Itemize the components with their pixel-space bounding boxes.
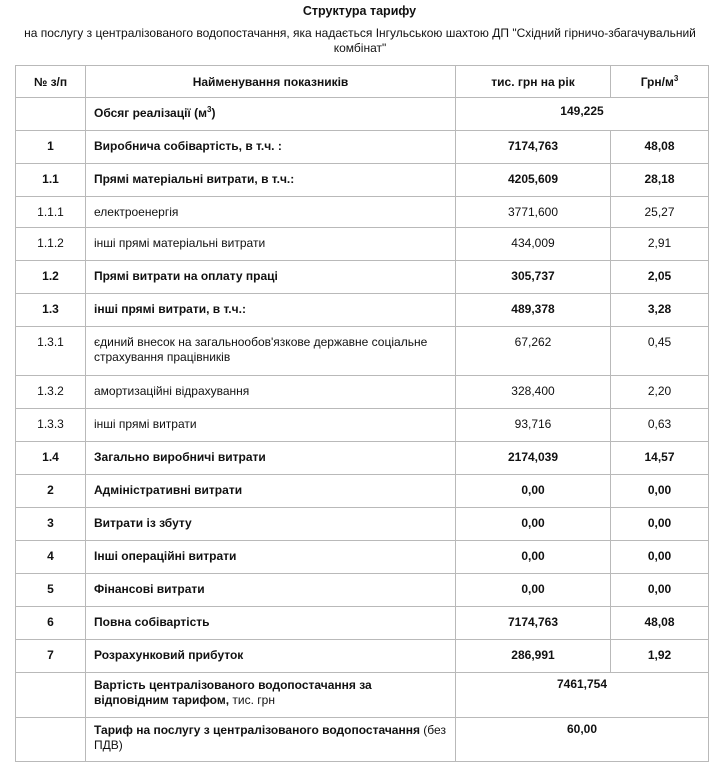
header-unit-base: Грн/м (640, 74, 674, 89)
header-name: Найменування показників (86, 66, 456, 98)
row-name: Загально виробничі витрати (86, 442, 456, 475)
row-uah-per-m3: 0,00 (611, 508, 709, 541)
row-num: 1.3.1 (16, 327, 86, 376)
row-thousand-uah: 305,737 (456, 261, 611, 294)
row-name: Адміністративні витрати (86, 475, 456, 508)
row-thousand-uah: 0,00 (456, 574, 611, 607)
row-name: Розрахунковий прибуток (86, 640, 456, 673)
row-num: 1.3 (16, 294, 86, 327)
row-name: Прямі витрати на оплату праці (86, 261, 456, 294)
row-num: 1.4 (16, 442, 86, 475)
row-thousand-uah: 4205,609 (456, 164, 611, 197)
table-row (16, 640, 709, 673)
row-uah-per-m3: 0,00 (611, 541, 709, 574)
table-row (16, 327, 709, 376)
row-num: 7 (16, 640, 86, 673)
row-name: інші прямі витрати, в т.ч.: (86, 294, 456, 327)
cost-value: 7461,754 (456, 673, 709, 718)
row-uah-per-m3: 48,08 (611, 607, 709, 640)
row-num: 1.1.2 (16, 228, 86, 261)
table-row (16, 607, 709, 640)
table-row (16, 228, 709, 261)
cost-num (16, 673, 86, 718)
header-thousand-uah: тис. грн на рік (456, 66, 611, 98)
table-header-row (16, 66, 709, 98)
tariff-label: Тариф на послугу з централізованого водопостачання (без ПДВ) (86, 718, 456, 762)
header-num: № з/п (16, 66, 86, 98)
volume-row (16, 98, 709, 131)
tariff-structure-table (15, 65, 709, 762)
row-thousand-uah: 0,00 (456, 508, 611, 541)
row-num: 4 (16, 541, 86, 574)
row-name: єдиний внесок на загальнообов'язкове державне соціальне страхування працівників (86, 327, 456, 376)
table-row (16, 261, 709, 294)
row-uah-per-m3: 2,91 (611, 228, 709, 261)
table-row (16, 574, 709, 607)
tariff-row (16, 718, 709, 762)
row-name: Прямі матеріальні витрати, в т.ч.: (86, 164, 456, 197)
row-num: 1.1.1 (16, 197, 86, 228)
row-thousand-uah: 489,378 (456, 294, 611, 327)
row-thousand-uah: 2174,039 (456, 442, 611, 475)
row-name: електроенергія (86, 197, 456, 228)
row-uah-per-m3: 48,08 (611, 131, 709, 164)
row-num: 5 (16, 574, 86, 607)
table-row (16, 164, 709, 197)
row-thousand-uah: 0,00 (456, 541, 611, 574)
table-row (16, 376, 709, 409)
row-num: 1.3.2 (16, 376, 86, 409)
row-num: 6 (16, 607, 86, 640)
tariff-value: 60,00 (456, 718, 709, 762)
tariff-num (16, 718, 86, 762)
document-title: Структура тарифу (302, 4, 417, 18)
table-row (16, 442, 709, 475)
table-row (16, 508, 709, 541)
row-name: інші прямі витрати (86, 409, 456, 442)
row-uah-per-m3: 0,00 (611, 475, 709, 508)
row-name: Інші операційні витрати (86, 541, 456, 574)
row-thousand-uah: 93,716 (456, 409, 611, 442)
row-thousand-uah: 67,262 (456, 327, 611, 376)
row-name: Виробнича собівартість, в т.ч. : (86, 131, 456, 164)
row-thousand-uah: 328,400 (456, 376, 611, 409)
row-uah-per-m3: 28,18 (611, 164, 709, 197)
table-row (16, 475, 709, 508)
row-thousand-uah: 434,009 (456, 228, 611, 261)
cost-label: Вартість централізованого водопостачання за відповідним тарифом, тис. грн (86, 673, 456, 718)
row-name: інші прямі матеріальні витрати (86, 228, 456, 261)
row-name: Витрати із збуту (86, 508, 456, 541)
cost-row (16, 673, 709, 718)
document-subtitle: на послугу з централізованого водопостачання, яка надається Інгульською шахтою ДП "Східний гірничо-збагачувальний комбінат" (24, 26, 696, 55)
row-thousand-uah: 7174,763 (456, 607, 611, 640)
table-row (16, 541, 709, 574)
volume-value: 149,225 (456, 98, 709, 131)
row-uah-per-m3: 3,28 (611, 294, 709, 327)
row-thousand-uah: 0,00 (456, 475, 611, 508)
header-uah-per-m3 (611, 66, 709, 98)
table-row (16, 409, 709, 442)
table-row (16, 197, 709, 228)
row-name: амортизаційні відрахування (86, 376, 456, 409)
row-uah-per-m3: 0,45 (611, 327, 709, 376)
row-name: Повна собівартість (86, 607, 456, 640)
table-row (16, 131, 709, 164)
row-num: 1.1 (16, 164, 86, 197)
row-thousand-uah: 3771,600 (456, 197, 611, 228)
header-unit-sup: 3 (673, 73, 679, 83)
row-num: 1 (16, 131, 86, 164)
row-uah-per-m3: 2,05 (611, 261, 709, 294)
row-uah-per-m3: 1,92 (611, 640, 709, 673)
row-num: 1.2 (16, 261, 86, 294)
volume-label: Обсяг реалізації $(м^3)$ (86, 98, 456, 131)
table-row (16, 294, 709, 327)
row-thousand-uah: 286,991 (456, 640, 611, 673)
row-num: 3 (16, 508, 86, 541)
row-uah-per-m3: 14,57 (611, 442, 709, 475)
row-uah-per-m3: 0,63 (611, 409, 709, 442)
volume-num (16, 98, 86, 131)
row-uah-per-m3: 2,20 (611, 376, 709, 409)
row-uah-per-m3: 25,27 (611, 197, 709, 228)
row-name: Фінансові витрати (86, 574, 456, 607)
row-num: 2 (16, 475, 86, 508)
row-num: 1.3.3 (16, 409, 86, 442)
row-thousand-uah: 7174,763 (456, 131, 611, 164)
row-uah-per-m3: 0,00 (611, 574, 709, 607)
